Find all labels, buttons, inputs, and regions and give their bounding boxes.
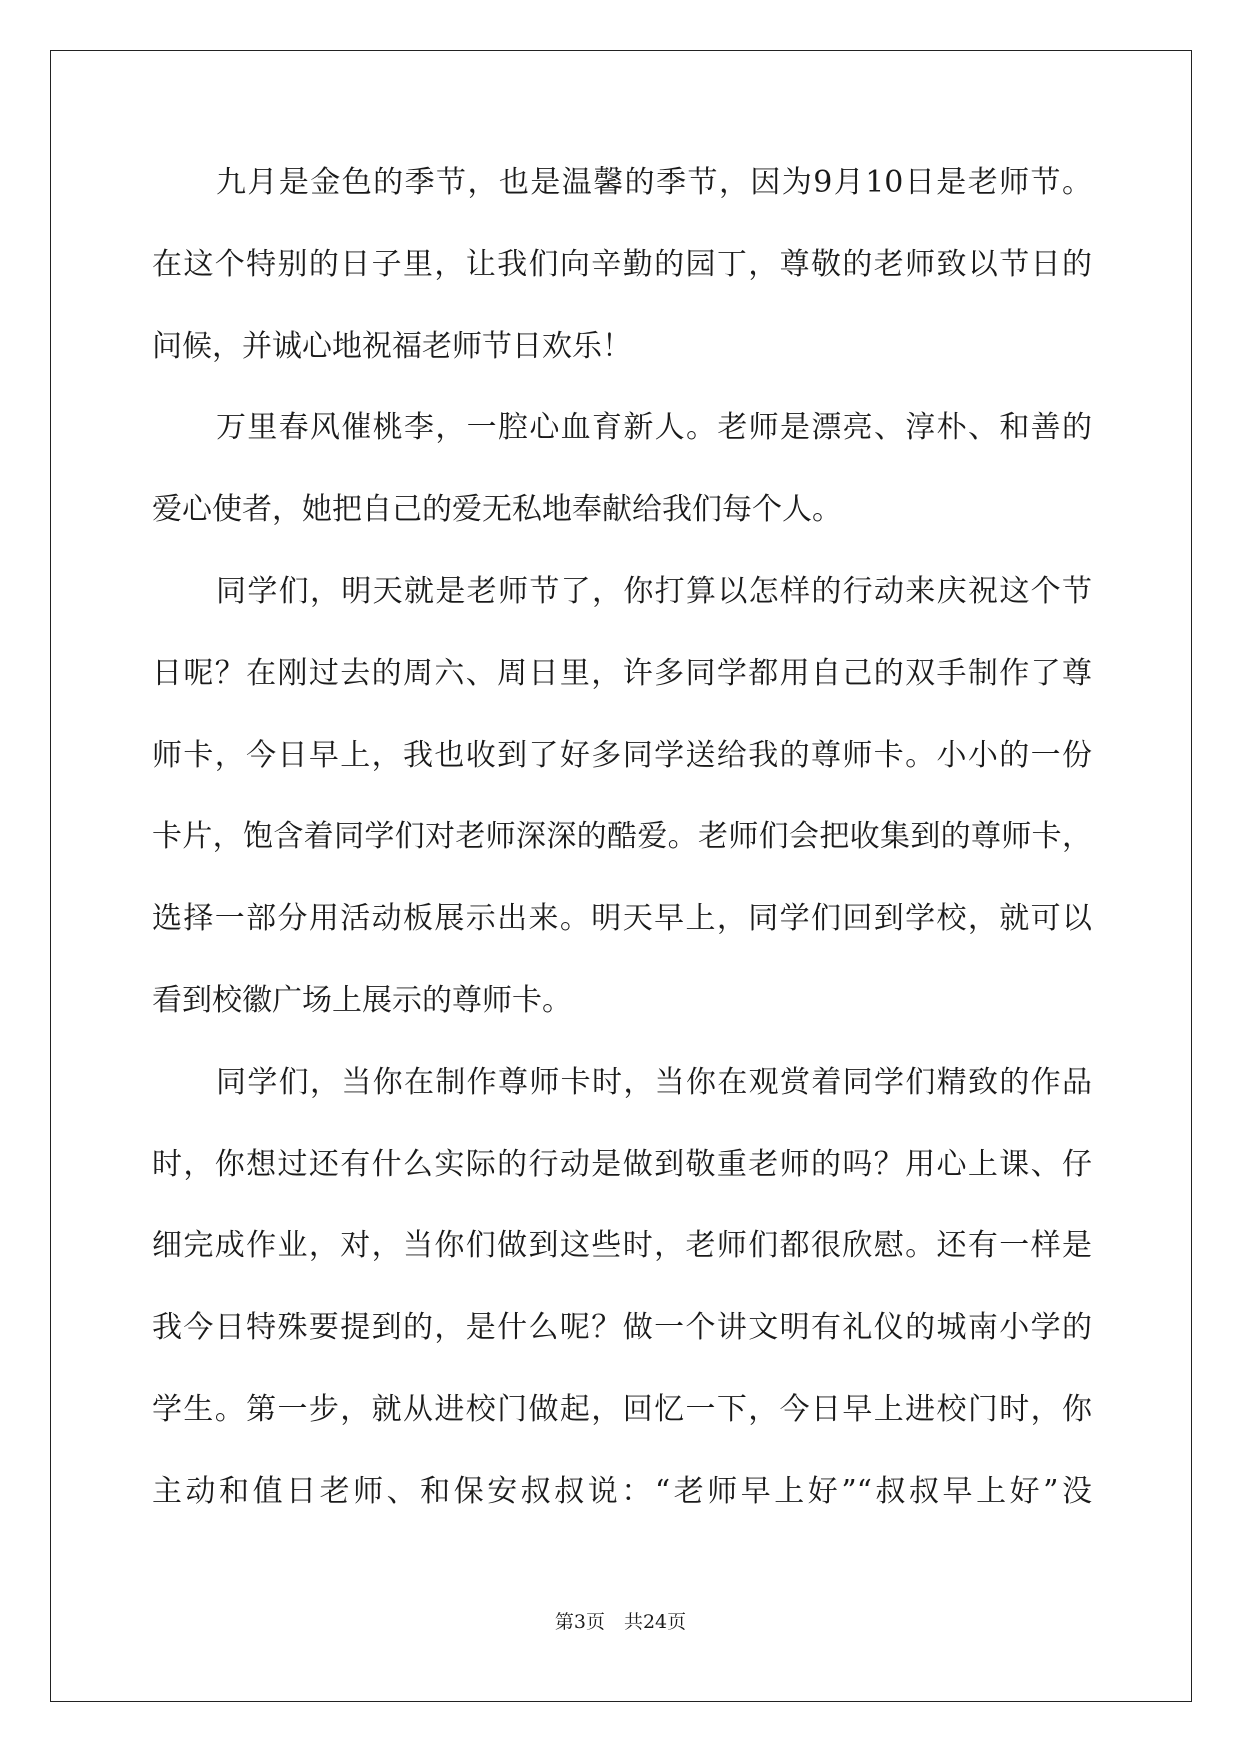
paragraph-4-line-6: 主动和值日老师、和保安叔叔说：“老师早上好”“叔叔早上好”没 <box>152 1473 1092 1509</box>
paragraph-3-line-3: 师卡，今日早上，我也收到了好多同学送给我的尊师卡。小小的一份 <box>152 737 1092 773</box>
paragraph-4-line-1: 同学们，当你在制作尊师卡时，当你在观赏着同学们精致的作品 <box>216 1064 1092 1100</box>
paragraph-1-line-2: 在这个特别的日子里，让我们向辛勤的园丁，尊敬的老师致以节日的 <box>152 246 1092 282</box>
paragraph-1-line-1: 九月是金色的季节，也是温馨的季节，因为9月10日是老师节。 <box>216 165 1092 200</box>
paragraph-3-line-5: 选择一部分用活动板展示出来。明天早上，同学们回到学校，就可以 <box>152 901 1092 937</box>
paragraph-2-line-1: 万里春风催桃李，一腔心血育新人。老师是漂亮、淳朴、和善的 <box>216 410 1092 446</box>
paragraph-4-line-4: 我今日特殊要提到的，是什么呢？做一个讲文明有礼仪的城南小学的 <box>152 1310 1092 1346</box>
paragraph-1-line-3: 问候，并诚心地祝福老师节日欢乐！ <box>152 328 632 364</box>
document-body <box>152 165 1092 1559</box>
paragraph-2-line-2: 爱心使者，她把自己的爱无私地奉献给我们每个人。 <box>152 492 842 528</box>
page-number-footer: 第3页 共24页 <box>554 1611 687 1633</box>
paragraph-3-line-4: 卡片，饱含着同学们对老师深深的酷爱。老师们会把收集到的尊师卡， <box>152 819 1092 855</box>
paragraph-3-line-1: 同学们，明天就是老师节了，你打算以怎样的行动来庆祝这个节 <box>216 573 1092 609</box>
paragraph-4-line-5: 学生。第一步，就从进校门做起，回忆一下，今日早上进校门时，你 <box>152 1391 1092 1427</box>
paragraph-3-line-6: 看到校徽广场上展示的尊师卡。 <box>152 982 572 1018</box>
paragraph-3-line-2: 日呢？在刚过去的周六、周日里，许多同学都用自己的双手制作了尊 <box>152 655 1092 691</box>
paragraph-4-line-3: 细完成作业，对，当你们做到这些时，老师们都很欣慰。还有一样是 <box>152 1228 1092 1264</box>
paragraph-4-line-2: 时，你想过还有什么实际的行动是做到敬重老师的吗？用心上课、仔 <box>152 1146 1092 1182</box>
